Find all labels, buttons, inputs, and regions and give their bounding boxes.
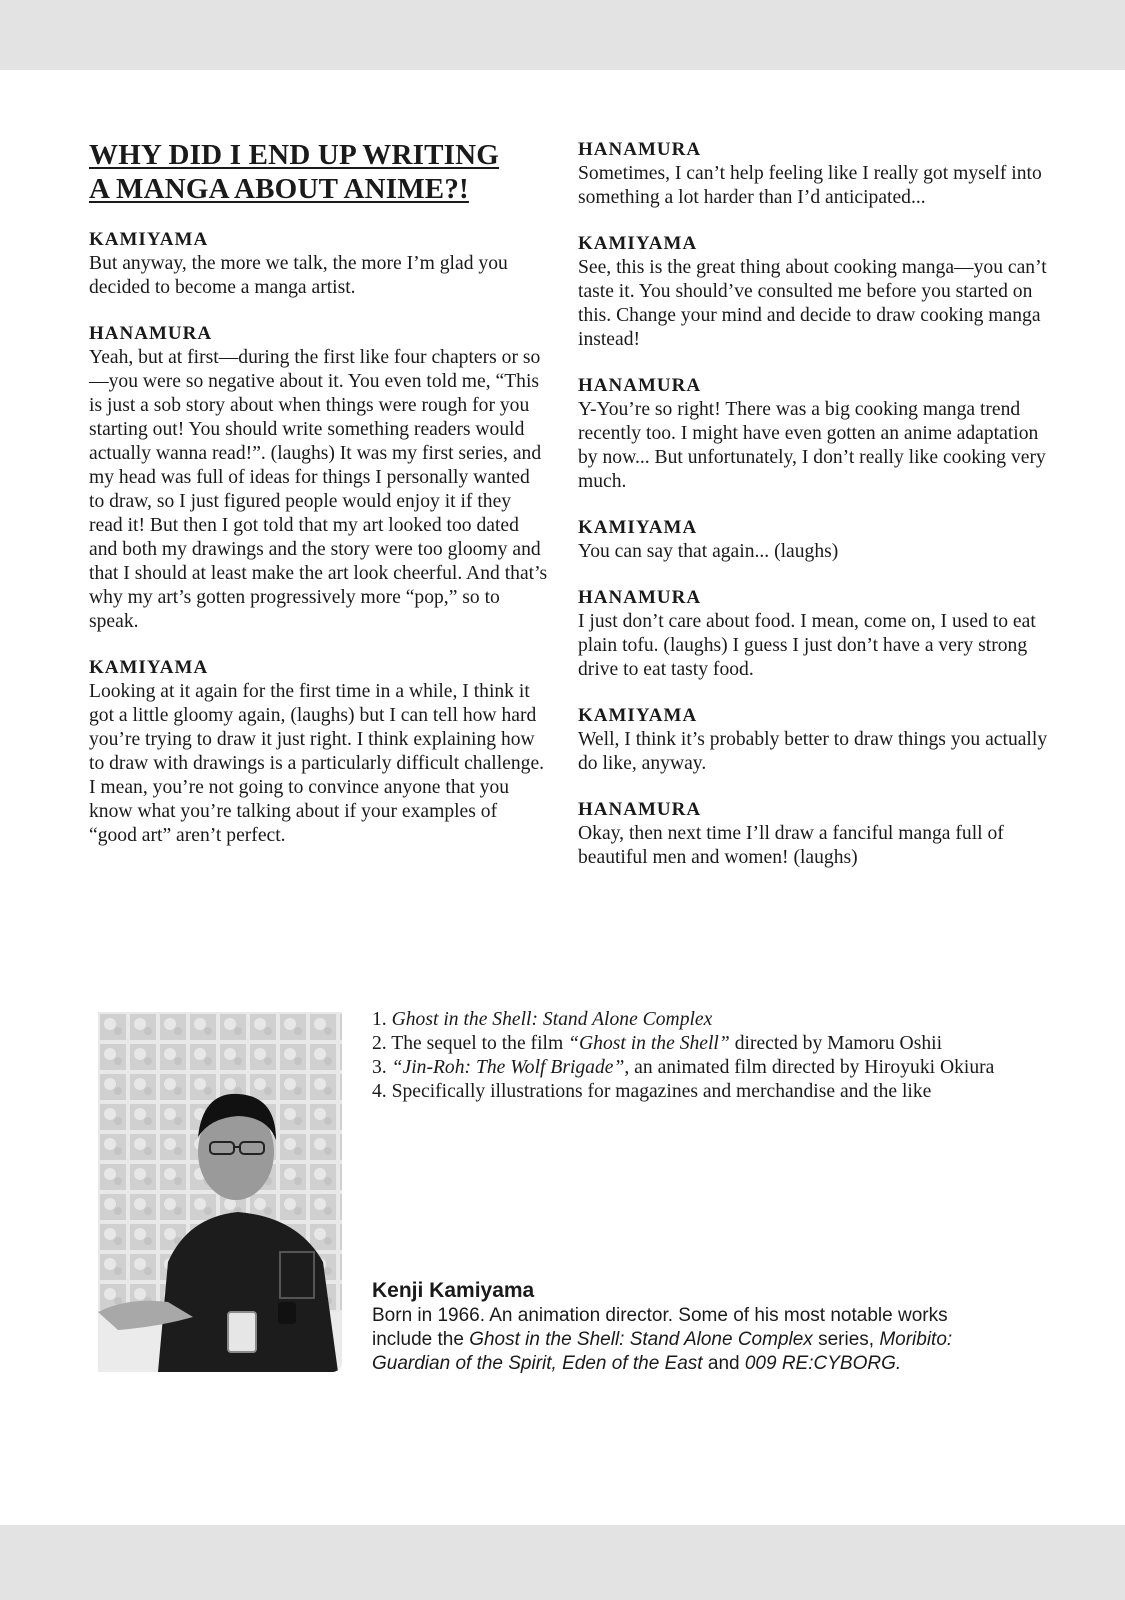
speaker-name: KAMIYAMA: [578, 705, 698, 726]
speaker-name: HANAMURA: [578, 587, 702, 608]
dialogue-text: Yeah, but at first—during the first like four chapters or so—you were so negative about it. You even told me, “This is just a sob story about when things were rough for you starting out! You should write something readers would actually wanna read!”. (laughs) It was my first series, and my head was full of ideas for things I personally wanted to draw, so I just figured people would enjoy it if they read it! But then I got told that my art looked too dated and both my drawings and the story were too gloomy and that I should at least make the art look cheerful. And that’s why my art’s gotten progressively more “pop,” so to speak.: [89, 347, 548, 632]
speaker-name: HANAMURA: [578, 799, 702, 820]
bio-line-3: Guardian of the Spirit, Eden of the East and 009 RE:CYBORG.: [372, 1353, 902, 1374]
bottom-margin-band: [0, 1525, 1125, 1600]
speaker-name: KAMIYAMA: [578, 233, 698, 254]
dialogue-text: I just don’t care about food. I mean, come on, I used to eat plain tofu. (laughs) I guess I just don’t have a very strong drive to eat tasty food.: [578, 611, 1036, 680]
bio-line-2: include the Ghost in the Shell: Stand Alone Complex series, Moribito:: [372, 1329, 953, 1350]
speaker-name: HANAMURA: [89, 323, 213, 344]
footnote-1: 1. Ghost in the Shell: Stand Alone Complex: [372, 1009, 713, 1030]
bio-text: [372, 1304, 1012, 1376]
dialogue-text: Okay, then next time I’ll draw a fanciful manga full of beautiful men and women! (laughs): [578, 823, 1004, 868]
footnote-3: 3. “Jin-Roh: The Wolf Brigade”, an animated film directed by Hiroyuki Okiura: [372, 1057, 995, 1078]
dialogue-text: But anyway, the more we talk, the more I’m glad you decided to become a manga artist.: [89, 253, 508, 298]
page-title-line-1: WHY DID I END UP WRITING: [89, 139, 500, 171]
footnote-4: 4. Specifically illustrations for magazines and merchandise and the like: [372, 1081, 932, 1102]
author-bio: [372, 1278, 1012, 1376]
speaker-name: HANAMURA: [578, 375, 702, 396]
dialogue-text: Looking at it again for the first time in a while, I think it got a little gloomy again, (laughs) but I can tell how hard you’re trying to draw it just right. I think explaining how to draw with drawings is a particularly difficult challenge. I mean, you’re not going to convince anyone that you know what you’re talking about if your examples of “good art” aren’t perfect.: [89, 681, 545, 846]
speaker-name: HANAMURA: [578, 139, 702, 160]
page-title: [89, 138, 549, 206]
interview-left-column: [89, 138, 549, 870]
portrait-photo: [98, 1012, 342, 1372]
speaker-name: KAMIYAMA: [89, 657, 209, 678]
bio-line-1: Born in 1966. An animation director. Some of his most notable works: [372, 1305, 948, 1326]
dialogue-text: Y-You’re so right! There was a big cooking manga trend recently too. I might have even gotten an anime adaptation by now... But unfortunately, I don’t really like cooking very much.: [578, 399, 1046, 492]
top-margin-band: [0, 0, 1125, 70]
dialogue-text: See, this is the great thing about cooking manga—you can’t taste it. You should’ve consulted me before you started on this. Change your mind and decide to draw cooking manga instead!: [578, 257, 1047, 350]
speaker-name: KAMIYAMA: [89, 229, 209, 250]
bio-name: Kenji Kamiyama: [372, 1279, 535, 1302]
dialogue-text: Well, I think it’s probably better to draw things you actually do like, anyway.: [578, 729, 1048, 774]
interview-right-column: [578, 138, 1048, 892]
speaker-name: KAMIYAMA: [578, 517, 698, 538]
portrait-illustration: [98, 1012, 342, 1372]
dialogue-text: Sometimes, I can’t help feeling like I really got myself into something a lot harder than I’d anticipated...: [578, 163, 1042, 208]
footnote-2: 2. The sequel to the film “Ghost in the Shell” directed by Mamoru Oshii: [372, 1033, 943, 1054]
dialogue-text: You can say that again... (laughs): [578, 541, 839, 562]
page-title-line-2: A MANGA ABOUT ANIME?!: [89, 173, 469, 205]
footnotes: [372, 1008, 1092, 1104]
